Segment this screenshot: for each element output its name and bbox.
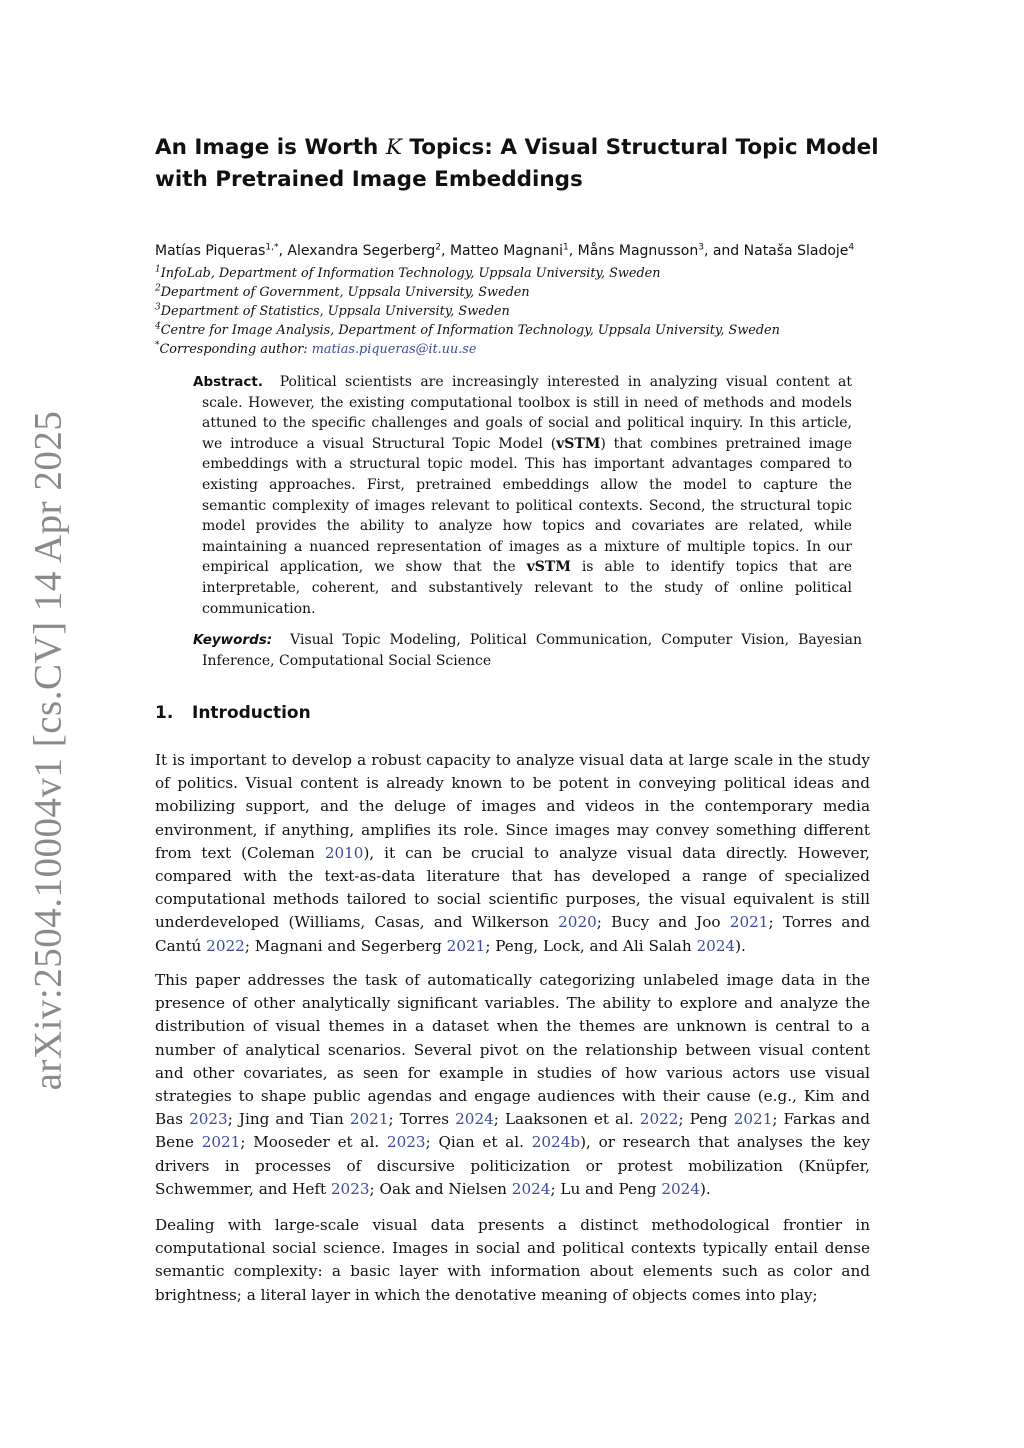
citation-link[interactable]: 2022 xyxy=(206,936,245,955)
citation-link[interactable]: 2024 xyxy=(696,936,736,955)
arxiv-side-stamp xyxy=(13,410,83,1090)
author-separator: , xyxy=(278,243,288,259)
keywords: Keywords: Visual Topic Modeling, Political Communication, Computer Vision, Bayesian Inference, Computational Social Science xyxy=(193,632,862,669)
paragraph-text: ; Jing and Tian xyxy=(227,1110,350,1129)
citation-link[interactable]: 2021 xyxy=(729,913,769,932)
paper-title xyxy=(155,132,895,196)
paragraph-text: ; Laaksonen et al. xyxy=(493,1110,640,1129)
citation-link[interactable]: 2021 xyxy=(733,1110,773,1129)
title-part: An Image is Worth xyxy=(155,135,386,160)
author-separator: , xyxy=(568,243,578,259)
citation-link[interactable]: 2010 xyxy=(324,843,364,862)
citation-link[interactable]: 2024 xyxy=(511,1179,551,1198)
citation-link[interactable]: 2021 xyxy=(446,936,486,955)
citation-link[interactable]: 2023 xyxy=(189,1110,228,1129)
citation-link[interactable]: 2024 xyxy=(661,1179,700,1198)
abstract-label: Abstract. xyxy=(193,374,263,390)
paragraph-text: ; Bucy and Joo xyxy=(596,913,730,932)
affiliation: $^2$Department of Government, Uppsala University, Sweden xyxy=(155,283,530,300)
paragraph-text: ). xyxy=(700,1179,711,1198)
corresponding-email-link[interactable]: matias.piqueras@it.uu.se xyxy=(311,342,477,357)
citation-link[interactable]: 2024 xyxy=(455,1110,494,1129)
paragraph-text: ; Farkas and Bene xyxy=(155,1110,870,1152)
paragraph-text: ; Peng xyxy=(678,1110,734,1129)
section-heading xyxy=(155,703,311,723)
title-part: Topics: A Visual Structural Topic Model with Pretrained Image Embeddings xyxy=(155,135,879,192)
citation-link[interactable]: 2024b xyxy=(531,1133,581,1152)
citation-link[interactable]: 2023 xyxy=(386,1133,426,1152)
paragraph-text: ). xyxy=(735,936,746,955)
abstract: Abstract. Political scientists are increasingly interested in analyzing visual content at scale. However, the existing computational toolbox is still in need of methods and models attuned to the specific challenges and goals of social and political inquiry. In this article, we introduce a visual Structural Topic Model (vSTM) that combines pretrained image embeddings with a structural topic model. This has important advantages compared to existing approaches. First, pretrained embeddings allow the model to capture the semantic complexity of images relevant to political contexts. Second, the structural topic model provides the ability to analyze how topics and covariates are related, while maintaining a nuanced representation of images as a mixture of multiple topics. In our empirical application, we show that the vSTM is able to identify topics that are interpretable, coherent, and substantively relevant to the study of online political communication. xyxy=(193,374,852,617)
paragraph-text: This paper addresses the task of automatically categorizing unlabeled image data in the presence of other analytically significant variables. The ability to explore and analyze the distribution of visual themes in a dataset when the themes are unknown is central to a number of analytical scenarios. Several pivot on the relationship between visual content and other covariates, as seen for example in studies of how various actors use visual strategies to shape public agendas and engage audiences with their cause (e.g., Kim and Bas xyxy=(155,971,870,1129)
paragraph-text: ), or research that analyses the key drivers in processes of discursive politicization or protest mobilization (Knüpfer, Schwemmer, and Heft xyxy=(155,1133,870,1198)
author-separator: , xyxy=(441,243,450,259)
model-name: vSTM xyxy=(526,559,571,576)
paragraph-text: ; Oak and Nielsen xyxy=(369,1179,512,1198)
author-separator: , and xyxy=(703,243,744,259)
author: Alexandra Segerberg$^2$ xyxy=(287,242,442,259)
paragraph-text: Dealing with large-scale visual data presents a distinct methodological frontier in computational social science. Images in social and political contexts typically entail dense semantic complexity: a basic layer with information about elements such as color and brightness; a literal layer in which the denotative meaning of objects comes into play; xyxy=(155,1216,870,1304)
body-paragraph xyxy=(155,749,870,958)
citation-link[interactable]: 2021 xyxy=(201,1133,241,1152)
paragraph-text: ; Torres and Cantú xyxy=(155,913,870,955)
section-title: Introduction xyxy=(192,703,311,723)
author: Måns Magnusson$^3$ xyxy=(577,242,704,259)
paragraph-text: ; Torres xyxy=(388,1110,456,1129)
citation-link[interactable]: 2023 xyxy=(330,1179,370,1198)
paragraph-text: ; Peng, Lock, and Ali Salah xyxy=(485,936,697,955)
author: Matías Piqueras$^{1,*}$ xyxy=(155,242,279,259)
title-math-k: K xyxy=(385,135,402,160)
citation-link[interactable]: 2020 xyxy=(558,913,597,932)
paragraph-text: ), it can be crucial to analyze visual data directly. However, compared with the text-as-data literature that has developed a range of specialized computational methods tailored to social scientific purposes, the visual equivalent is still underdeveloped (Williams, Casas, and Wilkerson xyxy=(155,843,870,932)
author: Nataša Sladoje$^4$ xyxy=(743,242,855,259)
paragraph-text: ; Mooseder et al. xyxy=(240,1133,387,1152)
body-paragraph xyxy=(155,969,870,1201)
body-paragraph xyxy=(155,1214,870,1307)
author-list xyxy=(155,241,915,261)
author: Matteo Magnani$^1$ xyxy=(449,242,569,259)
affiliation: $^1$InfoLab, Department of Information Technology, Uppsala University, Sweden xyxy=(155,264,661,281)
section-number: 1. xyxy=(155,703,174,723)
citation-link[interactable]: 2021 xyxy=(349,1110,389,1129)
corresponding-author: *Corresponding author: matias.piqueras@it.uu.se xyxy=(155,340,477,357)
keywords-label: Keywords: xyxy=(193,632,273,648)
citation-link[interactable]: 2022 xyxy=(639,1110,679,1129)
paragraph-text: ; Magnani and Segerberg xyxy=(244,936,447,955)
paragraph-text: ; Lu and Peng xyxy=(550,1179,662,1198)
paragraph-text: ; Qian et al. xyxy=(425,1133,532,1152)
model-name: vSTM xyxy=(556,435,601,452)
arxiv-identifier: arXiv:2504.10004v1 [cs.CV] 14 Apr 2025 xyxy=(26,410,70,1090)
affiliation: $^4$Centre for Image Analysis, Department of Information Technology, Uppsala University, Sweden xyxy=(155,321,780,338)
paragraph-text: It is important to develop a robust capacity to analyze visual data at large scale in the study of politics. Visual content is already known to be potent in conveying political ideas and mobilizing support, and the deluge of images and videos in the contemporary media environment, if anything, amplifies its role. Since images may convey something different from text (Coleman xyxy=(155,751,870,862)
affiliation: $^3$Department of Statistics, Uppsala University, Sweden xyxy=(155,302,510,319)
